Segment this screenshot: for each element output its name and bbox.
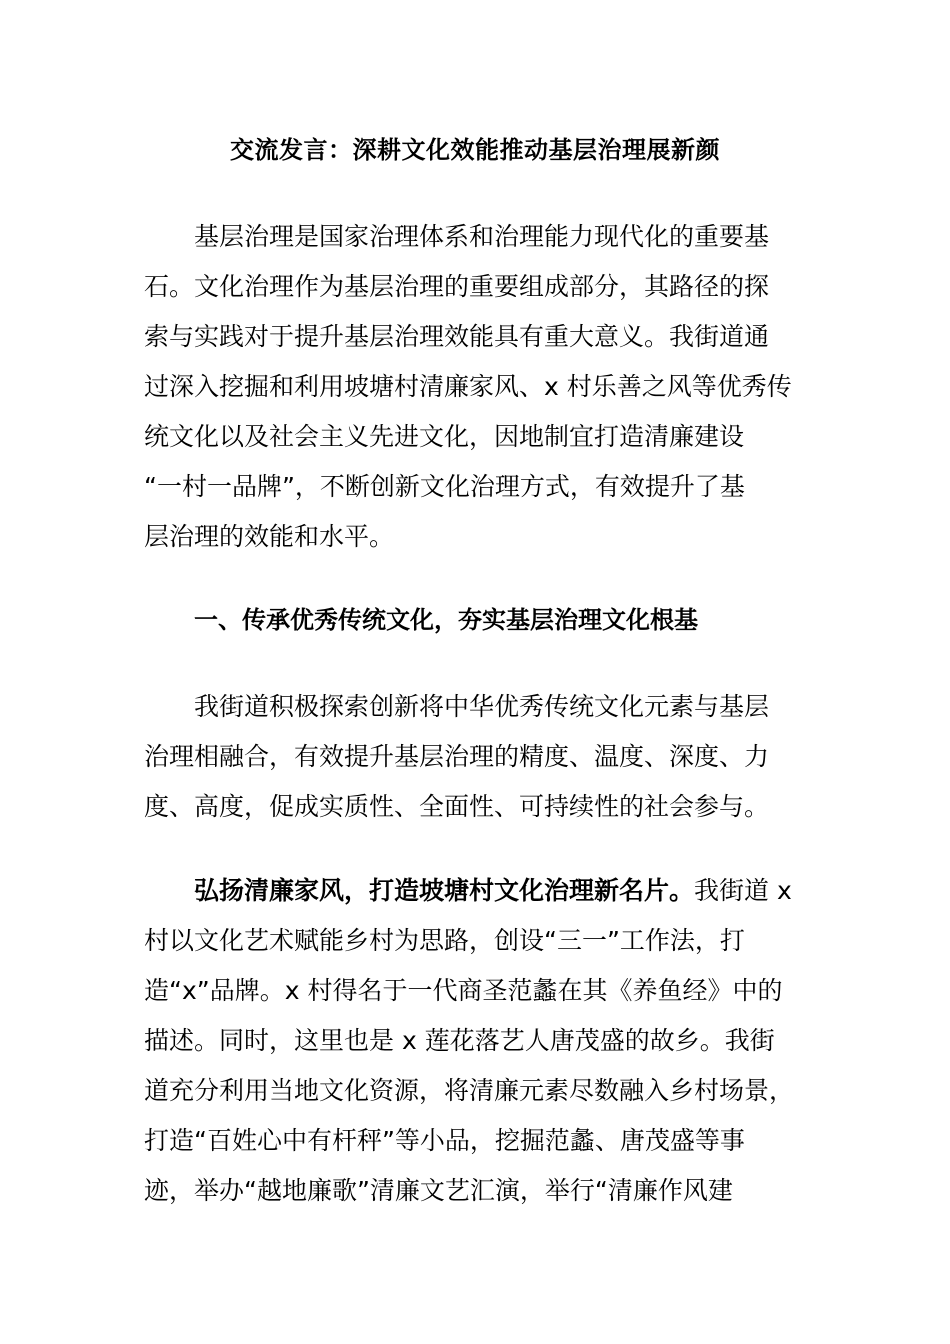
paragraph-line: [144, 866, 810, 916]
section1-paragraph: [144, 682, 810, 832]
subsection-lead: 弘扬清廉家风，打造坡塘村文化治理新名片。: [194, 876, 695, 905]
paragraph-line: 石。文化治理作为基层治理的重要组成部分，其路径的探: [144, 272, 770, 301]
paragraph-line: 统文化以及社会主义先进文化，因地制宜打造清廉建设: [144, 422, 745, 451]
paragraph-line: 治理相融合，有效提升基层治理的精度、温度、深度、力: [144, 742, 770, 771]
paragraph-line: 度、高度，促成实质性、全面性、可持续性的社会参与。: [144, 792, 770, 821]
document-title: 交流发言：深耕文化效能推动基层治理展新颜: [230, 136, 720, 164]
paragraph-line: 过深入挖掘和利用坡塘村清廉家风、x 村乐善之风等优秀传: [144, 372, 792, 401]
paragraph-line: 打造“百姓心中有杆秤”等小品，挖掘范蠡、唐茂盛等事: [144, 1126, 745, 1155]
subsection1-paragraph: [144, 866, 810, 1216]
section-heading: 一、传承优秀传统文化，夯实基层治理文化根基: [194, 606, 698, 634]
subsection-lead-rest: 我街道 x: [694, 876, 792, 905]
paragraph-line: 村以文化艺术赋能乡村为思路，创设“三一”工作法，打: [144, 926, 745, 955]
paragraph-line: 描述。同时，这里也是 x 莲花落艺人唐茂盛的故乡。我街: [144, 1026, 775, 1055]
paragraph-line: 迹，举办“越地廉歌”清廉文艺汇演，举行“清廉作风建: [144, 1176, 733, 1205]
paragraph-line: 索与实践对于提升基层治理效能具有重大意义。我街道通: [144, 322, 770, 351]
paragraph-line: 造“x”品牌。x 村得名于一代商圣范蠡在其《养鱼经》中的: [144, 976, 783, 1005]
paragraph-line: 层治理的效能和水平。: [144, 522, 395, 551]
paragraph-line: 基层治理是国家治理体系和治理能力现代化的重要基: [194, 222, 770, 251]
paragraph-line: 道充分利用当地文化资源，将清廉元素尽数融入乡村场景，: [144, 1076, 795, 1105]
paragraph-line: 我街道积极探索创新将中华优秀传统文化元素与基层: [194, 692, 770, 721]
paragraph-line: “一村一品牌”，不断创新文化治理方式，有效提升了基: [144, 472, 745, 501]
intro-paragraph: [144, 212, 810, 562]
